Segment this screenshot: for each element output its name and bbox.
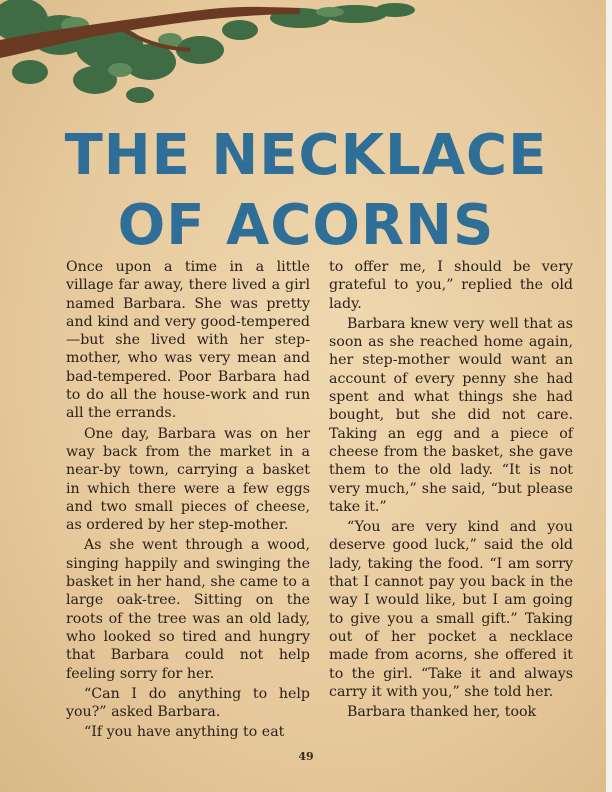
paragraph: Once upon a time in a little village far away, there lived a girl named Barbara. She was pretty and kind and very good-tempered—but she lived with her step-mother, who was very mean and bad-tempered. Poor Barbara had to do all the house-work and run all the errands. (66, 259, 310, 422)
paragraph: to offer me, I should be very grateful to you,” replied the old lady. (329, 259, 573, 312)
paragraph: “You are very kind and you deserve good luck,” said the old lady, taking the food. “I am sorry that I cannot pay you back in the way I would like, but I am going to give you a small gift.” Taking out of her pocket a necklace made from acorns, she offered it to the girl. “Take it and always carry it with you,” she told her. (329, 519, 573, 700)
paragraph: “Can I do anything to help you?” asked Barbara. (66, 685, 310, 721)
paragraph: As she went through a wood, singing happily and swinging the basket in her hand, she came to a large oak-tree. Sitting on the roots of the tree was an old lady, who looked so tired and hungry that Barbara could not help feeling sorry for her. (66, 537, 310, 682)
paragraph: Barbara thanked her, took (347, 704, 537, 721)
paragraph: Barbara knew very well that as soon as she reached home again, her step-mother would want an account of every penny she had spent and what things she had bought, but she did not care. Taking an egg and a piece of cheese from the basket, she gave them to the old lady. “It is not very much,” she said, “but please take it.” (329, 315, 573, 515)
right-text-column (329, 258, 573, 721)
story-title-line-1: THE NECKLACE (64, 123, 548, 188)
page-edge (606, 0, 612, 792)
page-number: 49 (298, 750, 314, 763)
paragraph: One day, Barbara was on her way back from the market in a near-by town, carrying a basket in which there were a few eggs and two small pieces of cheese, as ordered by her step-mother. (66, 425, 310, 534)
paragraph: “If you have anything to eat (84, 724, 285, 741)
story-title-line-2: OF ACORNS (117, 193, 495, 258)
oak-branch-illustration (0, 0, 420, 115)
left-text-column (66, 258, 310, 742)
